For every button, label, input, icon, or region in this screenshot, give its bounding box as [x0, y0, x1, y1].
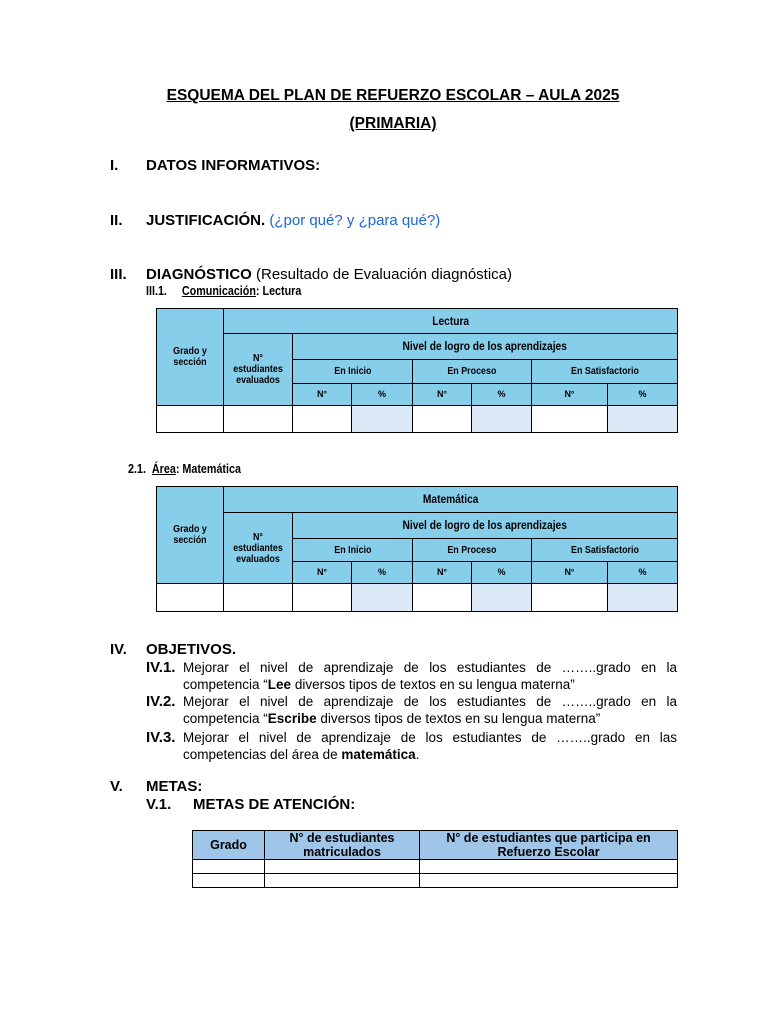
cell-n-evaluados[interactable]	[224, 584, 293, 612]
section-label: JUSTIFICACIÓN.	[146, 212, 266, 229]
section-number: IV.	[110, 641, 127, 658]
subsection-area: Área	[151, 462, 176, 476]
header-nivel-logro: Nivel de logro de los aprendizajes	[293, 513, 678, 539]
objective-line2: competencia “Lee diversos tipos de textos en su lengua materna”	[183, 677, 575, 692]
section-label: OBJETIVOS.	[146, 641, 237, 658]
objective-1	[146, 659, 677, 693]
header-pct: %	[472, 562, 532, 584]
section-objetivos	[110, 641, 236, 658]
subsection-rest: : Matemática	[175, 462, 241, 476]
cell-participa[interactable]	[420, 860, 678, 874]
objective-line1: Mejorar el nivel de aprendizaje de los estudiantes de ……..grado en las	[183, 730, 677, 745]
header-n: N°	[532, 384, 608, 406]
cell-proceso-n[interactable]	[413, 584, 472, 612]
section-justificacion	[110, 212, 440, 229]
section-diagnostico	[110, 266, 512, 283]
header-en-satisfactorio: En Satisfactorio	[532, 539, 678, 562]
section-label: DATOS INFORMATIVOS:	[146, 157, 321, 174]
section-label: METAS:	[146, 778, 203, 795]
section-note: (Resultado de Evaluación diagnóstica)	[256, 266, 513, 283]
header-en-inicio: En Inicio	[293, 360, 413, 384]
header-n: N°	[413, 562, 472, 584]
objective-line1: Mejorar el nivel de aprendizaje de los estudiantes de ……..grado en la	[183, 694, 677, 709]
table-row	[193, 860, 678, 874]
objective-3	[146, 729, 677, 763]
objective-line2: competencias del área de matemática.	[183, 747, 420, 762]
subsection-number: III.1.	[146, 284, 167, 298]
subsection-label: METAS DE ATENCIÓN:	[193, 796, 356, 813]
section-number: III.	[110, 266, 127, 283]
objective-line2: competencia “Escribe diversos tipos de textos en su lengua materna”	[183, 711, 601, 726]
objective-line1: Mejorar el nivel de aprendizaje de los estudiantes de ……..grado en la	[183, 660, 677, 675]
cell-proceso-n[interactable]	[413, 406, 472, 433]
header-grado: Grado	[193, 831, 265, 860]
header-pct: %	[608, 562, 678, 584]
objective-number: IV.3.	[146, 729, 176, 746]
subsection-matematica	[128, 462, 241, 476]
header-n-evaluados: N° estudiantes evaluados	[224, 513, 293, 584]
header-n-evaluados: N° estudiantes evaluados	[224, 334, 293, 406]
header-n: N°	[293, 562, 352, 584]
section-note: (¿por qué? y ¿para qué?)	[269, 212, 441, 229]
header-en-inicio: En Inicio	[293, 539, 413, 562]
subsection-area: Comunicación	[181, 284, 256, 298]
header-en-satisfactorio: En Satisfactorio	[532, 360, 678, 384]
header-n: N°	[532, 562, 608, 584]
subsection-number: V.1.	[146, 796, 172, 813]
cell-participa[interactable]	[420, 874, 678, 888]
section-metas	[110, 778, 202, 795]
cell-grado[interactable]	[157, 584, 224, 612]
diagnostic-table-lectura	[156, 308, 678, 433]
cell-inicio-pct[interactable]	[352, 584, 413, 612]
header-table-title: Lectura	[224, 309, 678, 334]
objective-2	[146, 693, 677, 727]
cell-satisfactorio-n[interactable]	[532, 584, 608, 612]
section-label: DIAGNÓSTICO	[146, 266, 252, 283]
section-datos-informativos	[110, 157, 320, 174]
subsection-number: 2.1.	[128, 462, 146, 476]
subsection-rest: : Lectura	[255, 284, 302, 298]
header-nivel-logro: Nivel de logro de los aprendizajes	[293, 334, 678, 360]
header-pct: %	[352, 384, 413, 406]
objective-number: IV.1.	[146, 659, 176, 676]
page-title: ESQUEMA DEL PLAN DE REFUERZO ESCOLAR – AULA 2025	[166, 87, 620, 104]
header-pct: %	[608, 384, 678, 406]
cell-n-evaluados[interactable]	[224, 406, 293, 433]
cell-proceso-pct[interactable]	[472, 406, 532, 433]
header-n: N°	[293, 384, 352, 406]
header-matriculados: N° de estudiantes matriculados	[265, 831, 420, 860]
metas-table	[192, 830, 678, 888]
cell-grado[interactable]	[193, 874, 265, 888]
cell-grado[interactable]	[193, 860, 265, 874]
objective-number: IV.2.	[146, 693, 176, 710]
header-table-title: Matemática	[224, 487, 678, 513]
table-row	[157, 584, 678, 612]
cell-inicio-pct[interactable]	[352, 406, 413, 433]
header-participa: N° de estudiantes que participa en Refuerzo Escolar	[420, 831, 678, 860]
subsection-comunicacion	[146, 284, 301, 298]
header-n: N°	[413, 384, 472, 406]
section-number: II.	[110, 212, 123, 229]
table-row	[157, 406, 678, 433]
table-row	[193, 874, 678, 888]
cell-satisfactorio-pct[interactable]	[608, 406, 678, 433]
cell-inicio-n[interactable]	[293, 584, 352, 612]
cell-satisfactorio-n[interactable]	[532, 406, 608, 433]
subsection-metas-atencion	[146, 796, 355, 813]
cell-inicio-n[interactable]	[293, 406, 352, 433]
diagnostic-table-matematica	[156, 486, 678, 612]
page-subtitle: (PRIMARIA)	[349, 115, 437, 132]
header-en-proceso: En Proceso	[413, 539, 532, 562]
header-pct: %	[352, 562, 413, 584]
cell-matriculados[interactable]	[265, 860, 420, 874]
cell-grado[interactable]	[157, 406, 224, 433]
header-en-proceso: En Proceso	[413, 360, 532, 384]
header-grado: Grado y sección	[157, 487, 224, 584]
cell-matriculados[interactable]	[265, 874, 420, 888]
header-grado: Grado y sección	[157, 309, 224, 406]
cell-satisfactorio-pct[interactable]	[608, 584, 678, 612]
cell-proceso-pct[interactable]	[472, 584, 532, 612]
section-number: I.	[110, 157, 119, 174]
header-pct: %	[472, 384, 532, 406]
section-number: V.	[110, 778, 123, 795]
